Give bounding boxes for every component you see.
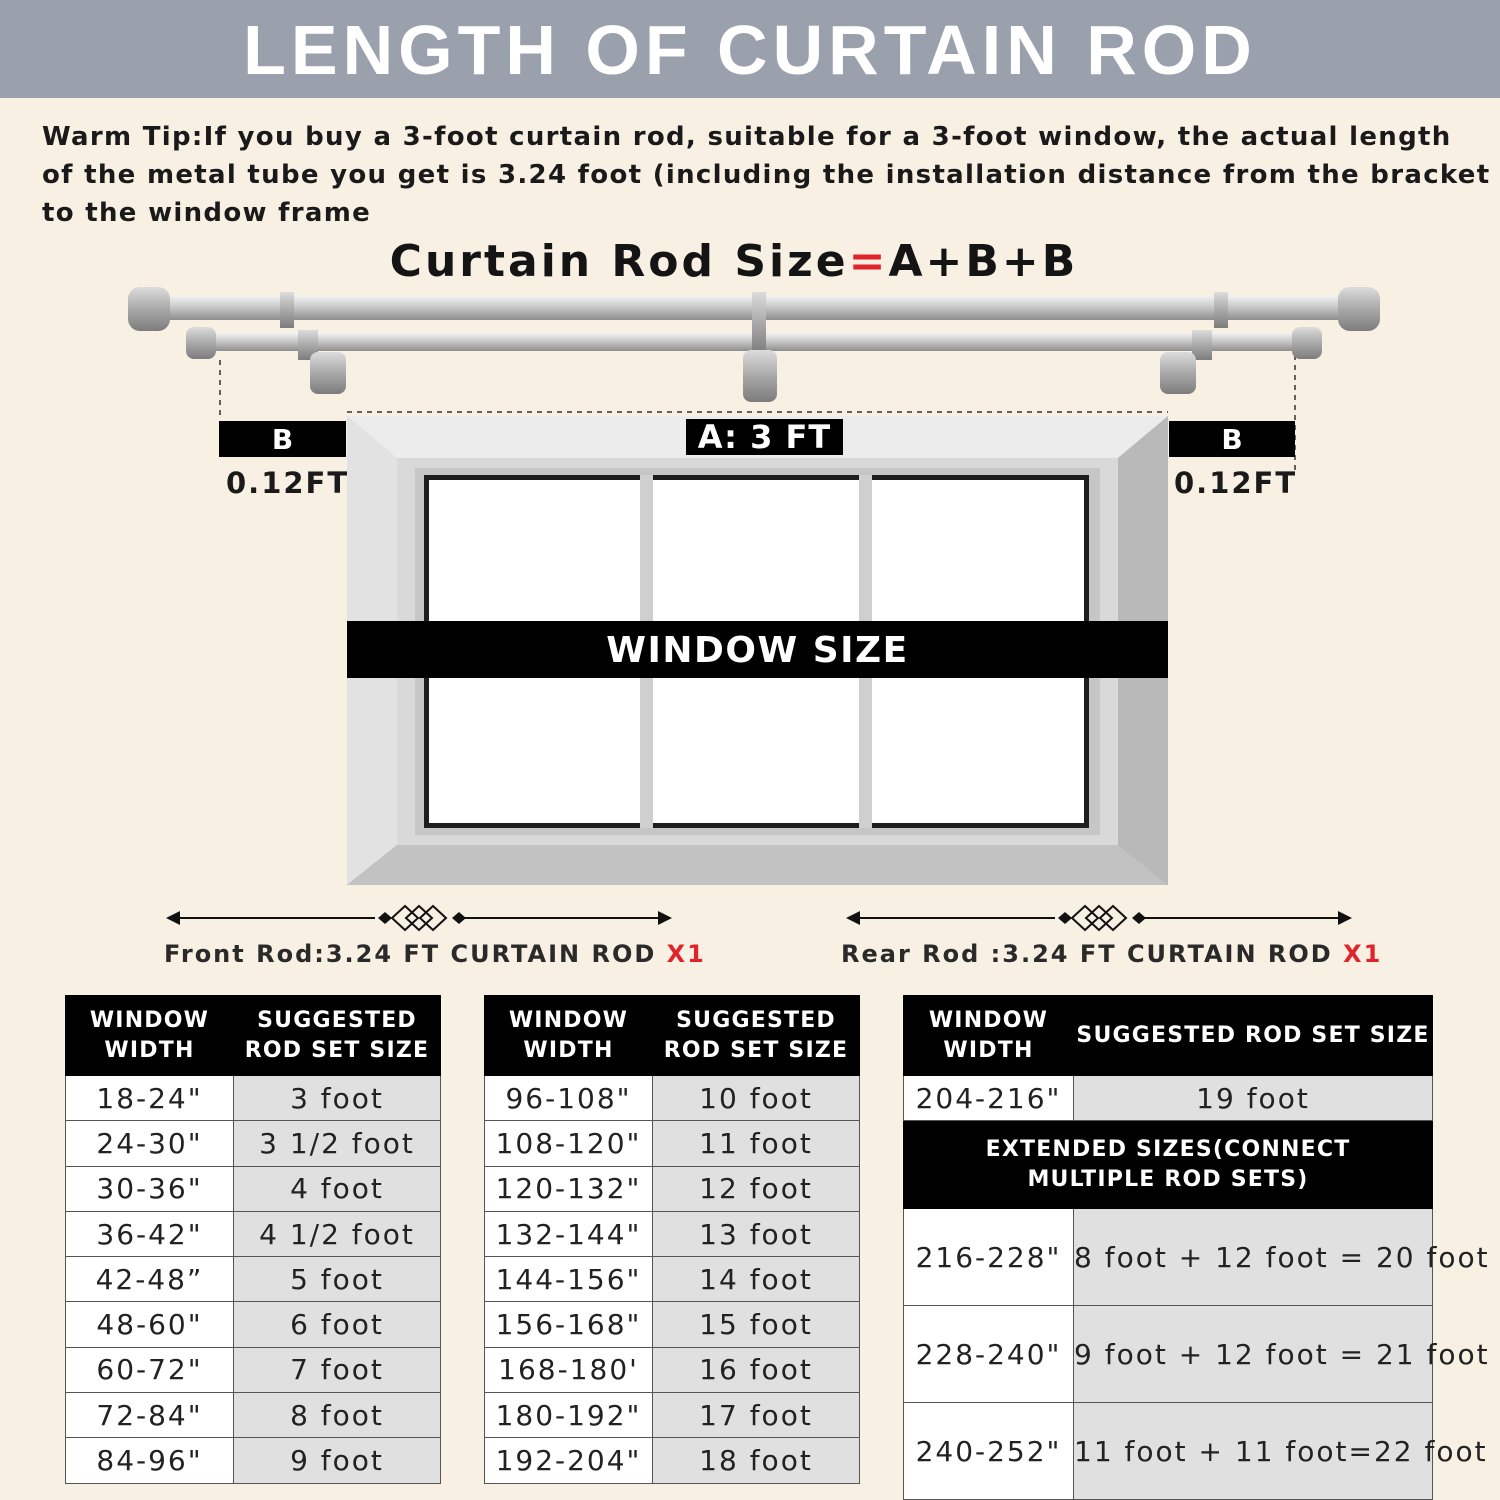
size-table-2-body (485, 1076, 860, 1484)
window-width-cell: 216-228" (904, 1209, 1074, 1306)
table-row (485, 1076, 860, 1121)
b-right-value: 0.12FT (1174, 466, 1298, 500)
size-table-3 (903, 995, 1490, 1500)
rear-rod-qty: X1 (1343, 940, 1383, 968)
table-header-window-width: WINDOW WIDTH (485, 996, 653, 1076)
table-row (66, 1347, 441, 1392)
extended-sizes-header: EXTENDED SIZES(CONNECT MULTIPLE ROD SETS) (904, 1121, 1433, 1209)
rod-size-cell: 12 foot (653, 1166, 860, 1211)
rod-size-cell: 11 foot (653, 1121, 860, 1166)
size-table-3-body (904, 1076, 1490, 1500)
window-width-cell: 156-168" (485, 1302, 653, 1347)
size-table-2 (484, 995, 860, 1484)
rod-size-cell: 10 foot (653, 1076, 860, 1121)
window-width-cell: 18-24" (66, 1076, 234, 1121)
table-row (485, 1121, 860, 1166)
window-width-cell: 30-36" (66, 1166, 234, 1211)
window-width-cell: 180-192" (485, 1393, 653, 1438)
page-title: LENGTH OF CURTAIN ROD (243, 11, 1257, 89)
rod-size-cell: 6 foot (234, 1302, 441, 1347)
rod-size-cell: 3 1/2 foot (234, 1121, 441, 1166)
rod-size-cell: 4 1/2 foot (234, 1211, 441, 1256)
rod-size-cell: 8 foot (234, 1393, 441, 1438)
curtain-rods (128, 287, 1380, 402)
rod-size-cell: 13 foot (653, 1211, 860, 1256)
window-width-cell: 48-60" (66, 1302, 234, 1347)
finial-left-icon (128, 287, 170, 331)
extended-sizes-header-row (904, 1121, 1433, 1209)
formula-prefix: Curtain Rod Size (389, 236, 849, 287)
window-width-cell: 120-132" (485, 1166, 653, 1211)
window-width-cell: 60-72" (66, 1347, 234, 1392)
table-header-window-width: WINDOW WIDTH (904, 996, 1074, 1076)
rod-size-cell: 3 foot (234, 1076, 441, 1121)
window-width-cell: 228-240" (904, 1306, 1074, 1403)
table-row (485, 1438, 860, 1483)
finial-right-icon (1338, 287, 1380, 331)
front-rod-text: Front Rod:3.24 FT CURTAIN ROD (164, 940, 667, 968)
rod-size-cell: 8 foot + 12 foot = 20 foot (1074, 1209, 1433, 1306)
rod-size-cell: 5 foot (234, 1257, 441, 1302)
table-row (485, 1211, 860, 1256)
b-left-value: 0.12FT (226, 466, 350, 500)
window-width-cell: 144-156" (485, 1257, 653, 1302)
table-row (66, 1076, 441, 1121)
table-row (66, 1211, 441, 1256)
table-row (66, 1166, 441, 1211)
rod-size-cell: 9 foot + 12 foot = 21 foot (1074, 1306, 1433, 1403)
table-row (66, 1302, 441, 1347)
rear-rod-caption (841, 940, 1382, 968)
window-width-cell: 132-144" (485, 1211, 653, 1256)
rod-size-cell: 11 foot + 11 foot=22 foot (1074, 1403, 1433, 1500)
table-row (485, 1302, 860, 1347)
window-width-cell: 204-216" (904, 1076, 1074, 1121)
window-size-label: WINDOW SIZE (347, 621, 1168, 678)
window-width-cell: 240-252" (904, 1403, 1074, 1500)
rod-size-cell: 9 foot (234, 1438, 441, 1483)
table-row (904, 1209, 1433, 1306)
window-width-cell: 42-48” (66, 1257, 234, 1302)
rear-rod-arrow-icon (846, 906, 1352, 930)
table-header-window-width: WINDOW WIDTH (66, 996, 234, 1076)
table-row (66, 1393, 441, 1438)
table-row (485, 1347, 860, 1392)
size-table-1 (65, 995, 441, 1484)
window-width-cell: 96-108" (485, 1076, 653, 1121)
front-rod-arrow-icon (166, 906, 672, 930)
front-rod-qty: X1 (666, 940, 706, 968)
rod-size-cell: 15 foot (653, 1302, 860, 1347)
window-width-cell: 108-120" (485, 1121, 653, 1166)
rod-size-cell: 16 foot (653, 1347, 860, 1392)
b-right-label: B (1169, 421, 1295, 457)
a-dimension-label: A: 3 FT (686, 419, 843, 455)
size-table-1-body (66, 1076, 441, 1484)
warm-tip-text: Warm Tip:If you buy a 3-foot curtain rod, suitable for a 3-foot window, the actual length of the metal tube you get is 3.24 foot (including the installation distance from the bracket to the window frame (42, 122, 1491, 228)
rod-size-cell: 7 foot (234, 1347, 441, 1392)
table-row (904, 1076, 1433, 1121)
rod-size-cell: 14 foot (653, 1257, 860, 1302)
window-width-cell: 192-204" (485, 1438, 653, 1483)
window-width-cell: 168-180' (485, 1347, 653, 1392)
formula-suffix: A+B+B (888, 236, 1079, 287)
rod-size-cell: 4 foot (234, 1166, 441, 1211)
rod-size-cell: 18 foot (653, 1438, 860, 1483)
table-row (66, 1121, 441, 1166)
table-row (904, 1306, 1433, 1403)
table-header-rod-size: SUGGESTED ROD SET SIZE (234, 996, 441, 1076)
table-row (66, 1257, 441, 1302)
rear-rod-text: Rear Rod :3.24 FT CURTAIN ROD (841, 940, 1344, 968)
table-row (485, 1257, 860, 1302)
table-header-rod-size: SUGGESTED ROD SET SIZE (1074, 996, 1433, 1076)
rod-size-cell: 17 foot (653, 1393, 860, 1438)
table-row (485, 1393, 860, 1438)
front-rod-caption (164, 940, 706, 968)
window-width-cell: 84-96" (66, 1438, 234, 1483)
table-row (66, 1438, 441, 1483)
rod-size-cell: 19 foot (1074, 1076, 1433, 1121)
window-width-cell: 36-42" (66, 1211, 234, 1256)
table-header-rod-size: SUGGESTED ROD SET SIZE (653, 996, 860, 1076)
window-width-cell: 72-84" (66, 1393, 234, 1438)
table-row (485, 1166, 860, 1211)
b-left-label: B (219, 421, 346, 457)
window-width-cell: 24-30" (66, 1121, 234, 1166)
table-row (904, 1403, 1433, 1500)
formula-equals-sign: = (848, 236, 889, 287)
